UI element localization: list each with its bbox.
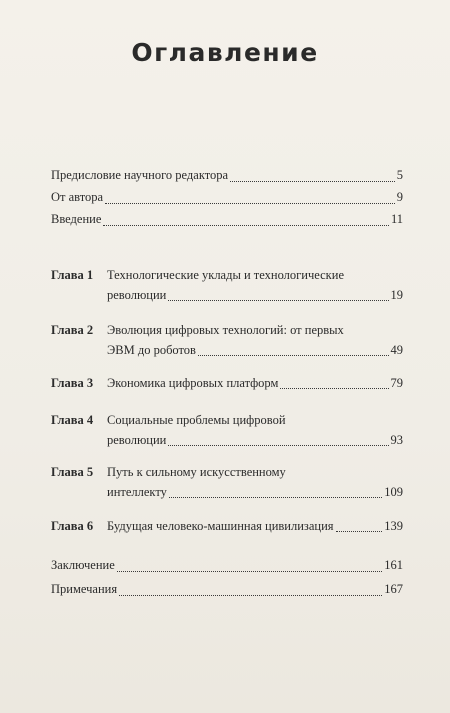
leader-dots <box>117 570 383 572</box>
chapter-title-block <box>107 516 403 536</box>
leader-dots <box>198 354 389 356</box>
toc-entry-page: 49 <box>390 343 403 357</box>
chapter-number: Глава 1 <box>51 268 94 282</box>
chapter-number: Глава 5 <box>51 465 94 479</box>
toc-entry-introduction[interactable] <box>51 208 403 230</box>
toc-entry-page: 167 <box>384 582 403 596</box>
toc-entry-label: Введение <box>51 212 102 226</box>
toc-entry-page: 93 <box>390 433 403 447</box>
chapter-title-line: Социальные проблемы цифровой <box>107 413 286 427</box>
front-matter-list <box>51 164 403 230</box>
toc-entry-page: 9 <box>396 190 403 204</box>
toc-entry-page: 79 <box>390 376 403 390</box>
toc-entry-preface[interactable] <box>51 164 403 186</box>
toc-entry-page: 11 <box>390 212 403 226</box>
leader-dots <box>168 444 388 446</box>
toc-entry-page: 161 <box>384 558 403 572</box>
toc-entry-label: Предисловие научного редактора <box>51 168 229 182</box>
page-title: Оглавление <box>131 38 319 67</box>
back-matter-list <box>51 552 403 600</box>
leader-dots <box>168 299 388 301</box>
chapter-title-line: Путь к сильному искусственному <box>107 465 286 479</box>
toc-entry-from-author[interactable] <box>51 186 403 208</box>
leader-dots <box>280 387 388 389</box>
toc-entry-label: Заключение <box>51 558 115 572</box>
leader-dots <box>336 530 383 532</box>
chapter-number: Глава 2 <box>51 323 94 337</box>
leader-dots <box>169 496 382 498</box>
chapter-number: Глава 6 <box>51 519 94 533</box>
toc-entry-label: Примечания <box>51 582 118 596</box>
chapter-title-last-line <box>107 482 403 502</box>
chapter-title-last-line <box>107 516 403 536</box>
toc-entry-page: 139 <box>384 519 403 533</box>
chapter-title-line: Будущая человеко-машинная цивилизация <box>107 519 334 533</box>
chapter-title-line: ЭВМ до роботов <box>107 343 196 357</box>
leader-dots <box>230 180 395 182</box>
chapter-title-line: революции <box>107 433 167 447</box>
toc-entry-page: 5 <box>396 168 403 182</box>
chapter-title-block <box>107 320 403 360</box>
leader-dots <box>103 224 389 226</box>
chapter-number: Глава 3 <box>51 376 94 390</box>
chapter-title-line: интеллекту <box>107 485 167 499</box>
chapter-title-block <box>107 373 403 393</box>
chapter-title-last-line <box>107 430 403 450</box>
leader-dots <box>119 594 382 596</box>
chapter-title-line: Экономика цифровых платформ <box>107 376 279 390</box>
toc-entry-page: 109 <box>384 485 403 499</box>
chapter-title-last-line <box>107 285 403 305</box>
chapter-title-block <box>107 265 403 305</box>
chapter-title-line: революции <box>107 288 167 302</box>
chapter-title-last-line <box>107 373 403 393</box>
chapter-title-line: Технологические уклады и технологические <box>107 268 344 282</box>
chapter-number: Глава 4 <box>51 413 94 427</box>
chapter-title-block <box>107 462 403 502</box>
chapter-title-line: Эволюция цифровых технологий: от первых <box>107 323 344 337</box>
toc-entry-page: 19 <box>390 288 403 302</box>
toc-entry-label: От автора <box>51 190 104 204</box>
chapter-title-block <box>107 410 403 450</box>
toc-entry-notes[interactable] <box>51 576 403 600</box>
chapter-title-last-line <box>107 340 403 360</box>
toc-entry-conclusion[interactable] <box>51 552 403 576</box>
leader-dots <box>105 202 395 204</box>
